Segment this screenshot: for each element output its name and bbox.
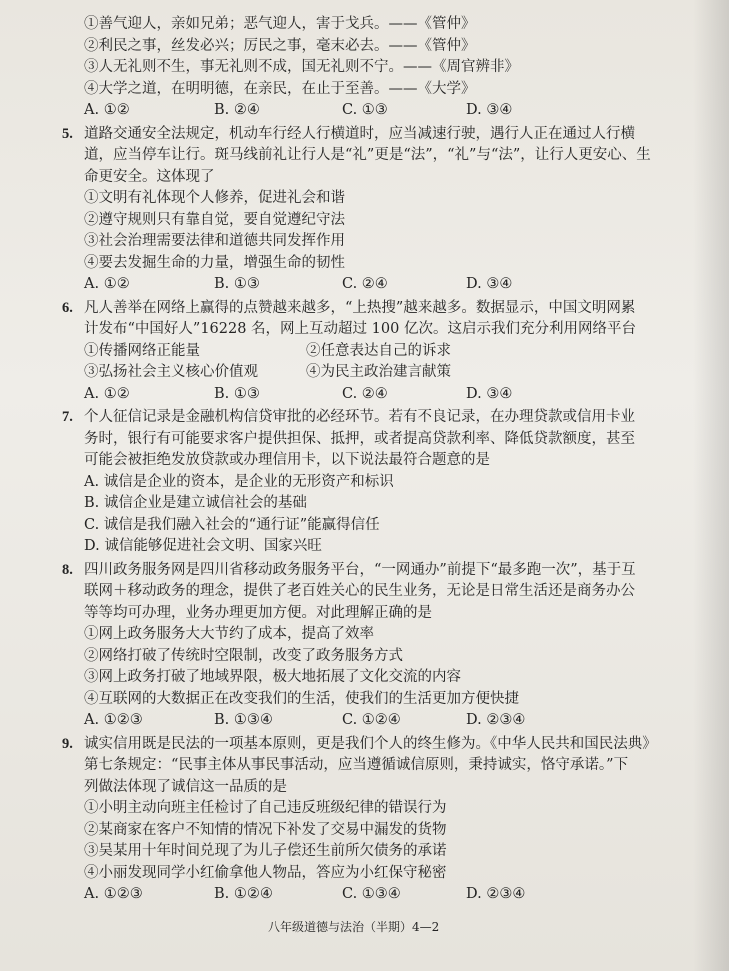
q7-stem: 务时，银行有可能要求客户提供担保、抵押，或者提高贷款利率、降低贷款额度，甚至 [84,430,635,447]
q7-choice-a: A. 诚信是企业的资本，是企业的无形资产和标识 [84,473,394,490]
question-number: 9. [62,735,73,752]
q9-option-d: D. ②③④ [466,886,526,902]
q6-option-c: C. ②④ [342,385,388,402]
question-number: 6. [62,299,73,316]
q4-item: ③人无礼则不生，事无礼则不成，国无礼则不宁。——《周官辨非》 [84,59,519,75]
q5-item: ④要去发掘生命的力量，增强生命的韧性 [84,254,345,271]
q8-stem: 联网＋移动政务的理念，提供了老百姓关心的民生业务，无论是日常生活还是商务办公 [84,583,635,599]
q8-item: ④互联网的大数据正在改变我们的生活，使我们的生活更加方便快捷 [84,690,519,707]
question-number: 7. [62,409,73,425]
q4-option-c: C. ①③ [342,102,388,118]
q5-option-b: B. ①③ [214,276,260,292]
q7-stem: 个人征信记录是金融机构信贷审批的必经环节。若有不良记录，在办理贷款或信用卡业 [84,409,635,425]
q6-options [84,384,684,406]
q8-option-d: D. ②③④ [466,712,526,728]
q4-item: ④大学之道，在明明德，在亲民，在止于至善。——《大学》 [84,80,476,97]
q8-option-c: C. ①②④ [342,712,401,728]
question-number: 8. [62,561,73,578]
q5-option-d: D. ③④ [466,276,513,292]
question-7 [62,407,684,558]
q7-choice-d: D. 诚信能够促进社会文明、国家兴旺 [84,538,322,554]
q6-item: ①传播网络正能量 [84,342,200,359]
q9-option-b: B. ①②④ [214,886,273,902]
q5-stem: 道路交通安全法规定，机动车行经人行横道时，应当减速行驶，遇行人正在通过人行横 [84,125,635,142]
question-9 [62,734,684,906]
q4-option-d: D. ③④ [466,102,513,118]
q9-item: ③吴某用十年时间兑现了为儿子偿还生前所欠债务的承诺 [84,843,447,859]
question-6 [62,298,684,406]
q5-stem: 命更安全。这体现了 [84,168,215,185]
q7-stem: 可能会被拒绝发放贷款或办理信用卡，以下说法最符合题意的是 [84,452,490,468]
q6-option-a: A. ①② [84,385,130,402]
q4-options [84,100,684,122]
q9-options [84,884,684,906]
q7-choice-b: B. 诚信企业是建立诚信社会的基础 [84,495,307,511]
q8-options [84,710,684,732]
q4-option-a: A. ①② [84,102,130,118]
question-8 [62,560,684,732]
q8-item: ①网上政务服务大大节约了成本，提高了效率 [84,626,374,642]
q6-item: ④为民主政治建言献策 [306,364,451,380]
exam-content [62,12,684,906]
q9-item: ④小丽发现同学小红偷拿他人物品，答应为小红保守秘密 [84,864,447,881]
q8-option-b: B. ①③④ [214,712,273,728]
q5-option-a: A. ①② [84,276,130,292]
q8-item: ②网络打破了传统时空限制，改变了政务服务方式 [84,647,403,664]
q8-item: ③网上政务打破了地域界限，极大地拓展了文化交流的内容 [84,669,461,685]
q8-stem: 四川政务服务网是四川省移动政务服务平台，“一网通办”前提下“最多跑一次”，基于互 [84,561,636,578]
q6-item: ②任意表达自己的诉求 [306,342,451,359]
q5-item: ①文明有礼体现个人修养，促进礼会和谐 [84,190,345,206]
q5-item: ③社会治理需要法律和道德共同发挥作用 [84,233,345,249]
q6-option-b: B. ①③ [214,385,260,402]
q9-item: ①小明主动向班主任检讨了自己违反班级纪律的错误行为 [84,800,447,816]
q6-stem: 凡人善举在网络上赢得的点赞越来越多，“上热搜”越来越多。数据显示，中国文明网累 [84,299,636,316]
q4-item: ②利民之事，丝发必兴；厉民之事，毫末必去。——《管仲》 [84,37,476,54]
question-4-tail [84,14,684,122]
q9-option-a: A. ①②③ [84,886,143,902]
q9-item: ②某商家在客户不知情的情况下补发了交易中漏发的货物 [84,821,447,838]
q5-stem: 道，应当停车让行。斑马线前礼让行人是“礼”更是“法”，“礼”与“法”，让行人更安心、生 [84,147,651,163]
q5-item: ②遵守规则只有靠自觉，要自觉遵纪守法 [84,211,345,228]
question-5 [62,124,684,296]
q7-choice-c: C. 诚信是我们融入社会的“通行证”能赢得信任 [84,516,380,533]
q4-option-b: B. ②④ [214,102,260,118]
q6-item-row [84,341,684,363]
q6-option-d: D. ③④ [466,385,513,402]
q4-item: ①善气迎人，亲如兄弟；恶气迎人，害于戈兵。——《管仲》 [84,16,476,32]
page-fold-shadow [693,0,729,971]
q8-option-a: A. ①②③ [84,712,143,728]
page-footer: 八年级道德与法治（半期）4—2 [268,920,440,934]
q6-item-row [84,362,684,384]
q9-stem: 第七条规定：“民事主体从事民事活动，应当遵循诚信原则，秉持诚实，恪守承诺。”下 [84,757,629,773]
q9-stem: 诚实信用既是民法的一项基本原则，更是我们个人的终生修为。《中华人民共和国民法典》 [84,735,657,752]
q6-stem: 计发布“中国好人”16228 名，网上互动超过 100 亿次。这启示我们充分利用网络平台 [84,321,636,337]
q9-option-c: C. ①③④ [342,886,401,902]
q6-item: ③弘扬社会主义核心价值观 [84,364,258,380]
q5-options [84,274,684,296]
q5-option-c: C. ②④ [342,276,388,292]
q8-stem: 等等均可办理，业务办理更加方便。对此理解正确的是 [84,604,432,621]
q9-stem: 列做法体现了诚信这一品质的是 [84,778,287,795]
question-number: 5. [62,125,73,142]
